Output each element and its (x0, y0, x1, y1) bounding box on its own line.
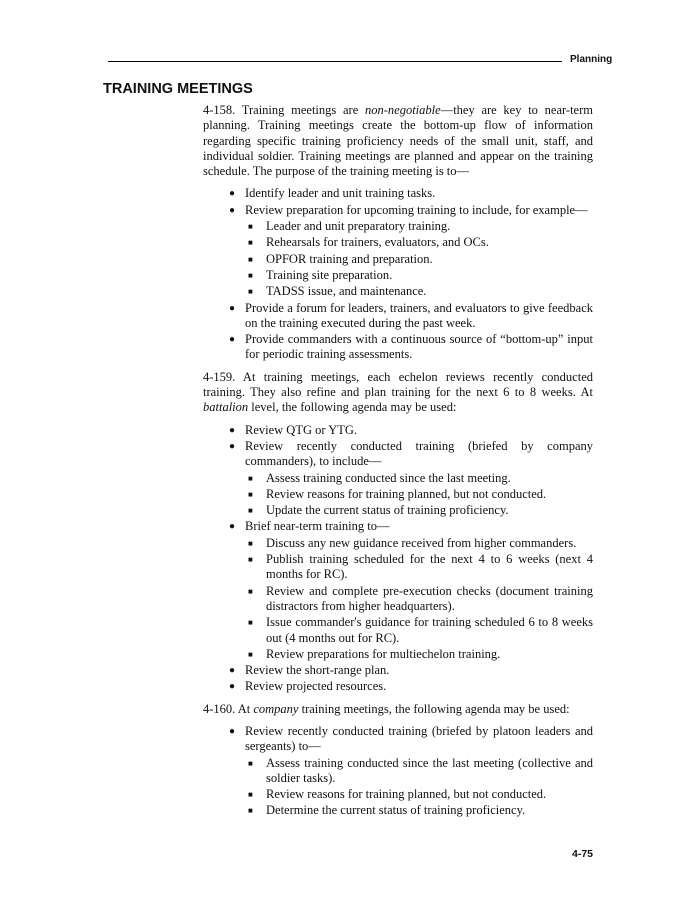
sub-list-item: ■ Review and complete pre-execution checks (document training distractors from higher headquarters). (248, 583, 593, 613)
bullet-icon: ● (229, 424, 236, 436)
emphasis: battalion (203, 400, 249, 415)
sub-list-item: ■ Assess training conducted since the last meeting (collective and soldier tasks). (248, 755, 593, 785)
section-heading: TRAINING MEETINGS (103, 81, 253, 97)
square-bullet-icon: ■ (248, 758, 253, 768)
list-item: ● Review recently conducted training (briefed by company commanders), to include— (229, 438, 593, 469)
sub-list-item: ■ Rehearsals for trainers, evaluators, and OCs. (248, 235, 489, 250)
square-bullet-icon: ■ (248, 618, 253, 628)
list-item: ● Provide commanders with a continuous source of “bottom-up” input for periodic training assessments. (229, 332, 593, 362)
square-bullet-icon: ■ (248, 586, 253, 596)
sub-list-item: ■ Publish training scheduled for the next 4 to 6 weeks (next 4 months for RC). (248, 552, 593, 582)
bullet-icon: ● (229, 440, 236, 452)
paragraph-4-158: 4-158. Training meetings are non-negotiable—they are key to near-term planning. Training meetings create the bottom-up flow of information regarding specific training proficiency needs of the small unit, staff, and individual soldier. Training meetings are planned and appear on the training schedule. The purpose of the training meeting is to— (203, 103, 593, 179)
square-bullet-icon: ■ (248, 555, 253, 565)
header-rule (108, 61, 562, 62)
sub-list-item: ■ Training site preparation. (248, 267, 393, 282)
square-bullet-icon: ■ (248, 473, 253, 483)
sub-list-item: ■ Leader and unit preparatory training. (248, 219, 451, 234)
list-item: ● Review recently conducted training (briefed by platoon leaders and sergeants) to— (229, 723, 593, 754)
paragraph-number: 4-159. (203, 369, 236, 384)
bullet-icon: ● (229, 665, 236, 677)
bullet-icon: ● (229, 681, 236, 693)
square-bullet-icon: ■ (248, 806, 253, 816)
square-bullet-icon: ■ (248, 506, 253, 516)
emphasis: company (253, 701, 299, 716)
paragraph-4-159: 4-159. At training meetings, each echelon reviews recently conducted training. They also refine and plan training for the next 6 to 8 weeks. At battalion level, the following agenda may be used: (203, 369, 593, 415)
bullet-icon: ● (229, 188, 236, 200)
page-number: 4-75 (572, 848, 594, 860)
sub-list-item: ■ Review reasons for training planned, but not conducted. (248, 787, 547, 802)
sub-list-item: ■ Discuss any new guidance received from higher commanders. (248, 535, 577, 550)
square-bullet-icon: ■ (248, 649, 253, 659)
list-item: ● Brief near-term training to— (229, 519, 390, 534)
paragraph-number: 4-160. (203, 701, 236, 716)
paragraph-number: 4-158. (203, 103, 236, 117)
square-bullet-icon: ■ (248, 538, 253, 548)
bullet-icon: ● (229, 725, 236, 737)
sub-list-item: ■ Assess training conducted since the last meeting. (248, 470, 511, 485)
square-bullet-icon: ■ (248, 254, 253, 264)
sub-list-item: ■ OPFOR training and preparation. (248, 251, 433, 266)
list-item: ● Review projected resources. (229, 679, 387, 694)
square-bullet-icon: ■ (248, 287, 253, 297)
square-bullet-icon: ■ (248, 222, 253, 232)
bullet-icon: ● (229, 204, 236, 216)
list-item: ● Provide a forum for leaders, trainers, and evaluators to give feedback on the training executed during the past week. (229, 300, 593, 330)
body-text (203, 103, 593, 820)
sub-list-item: ■ Issue commander's guidance for training scheduled 6 to 8 weeks out (4 months out for RC). (248, 615, 593, 645)
list-item: ● Review the short-range plan. (229, 663, 390, 678)
list-item: ● Identify leader and unit training tasks. (229, 186, 436, 201)
square-bullet-icon: ■ (248, 489, 253, 499)
running-header: Planning (570, 54, 613, 65)
list-item: ● Review preparation for upcoming training to include, for example— (229, 202, 588, 217)
square-bullet-icon: ■ (248, 238, 253, 248)
list-item: ● Review QTG or YTG. (229, 422, 358, 437)
sub-list-item: ■ Update the current status of training proficiency. (248, 503, 509, 518)
paragraph-4-160: 4-160. At company training meetings, the following agenda may be used: (203, 701, 570, 716)
square-bullet-icon: ■ (248, 270, 253, 280)
sub-list-item: ■ Determine the current status of training proficiency. (248, 803, 526, 818)
square-bullet-icon: ■ (248, 790, 253, 800)
emphasis: non-negotiable (365, 103, 441, 117)
bullet-icon: ● (229, 521, 236, 533)
sub-list-item: ■ TADSS issue, and maintenance. (248, 284, 427, 299)
bullet-icon: ● (229, 334, 236, 346)
sub-list-item: ■ Review reasons for training planned, but not conducted. (248, 486, 547, 501)
sub-list-item: ■ Review preparations for multiechelon training. (248, 646, 501, 661)
bullet-icon: ● (229, 302, 236, 314)
